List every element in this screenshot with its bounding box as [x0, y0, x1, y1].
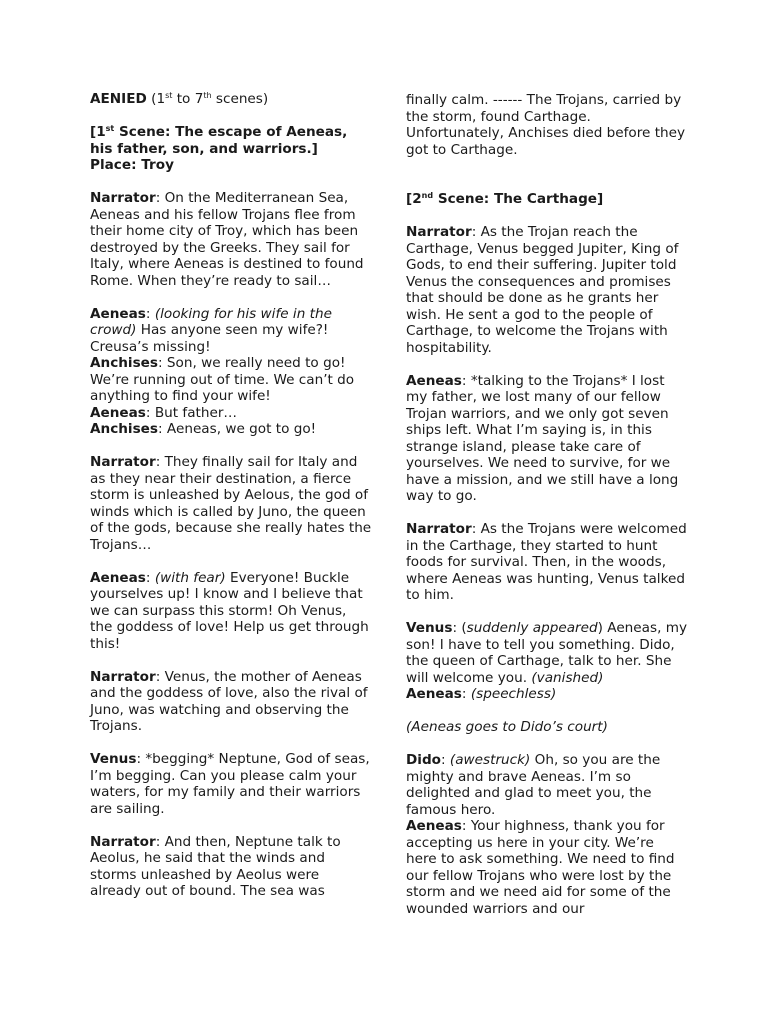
- dialogue-line: Narrator: And then, Neptune talk to Aeolus, he said that the winds and storms unleashed by Aeolus were already out of bound. The sea was: [90, 833, 341, 899]
- dialogue-line: Anchises: Aeneas, we got to go!: [90, 421, 317, 437]
- dialogue-line: Narrator: Venus, the mother of Aeneas and the goddess of love, also the rival of Juno, was watching and observing the Trojans.: [90, 668, 368, 734]
- dialogue-line: Aeneas: (speechless): [406, 686, 557, 702]
- dialogue-line: Narrator: They finally sail for Italy and as they near their destination, a fierce storm is unleashed by Aelous, the god of winds which is called by Juno, the queen of the gods, because she really hates the Trojans…: [90, 454, 372, 553]
- right-column: [406, 92, 688, 917]
- dialogue-line: Venus: (suddenly appeared) Aeneas, my son! I have to tell you something. Dido, the queen of Carthage, talk to her. She will welcome you. (vanished): [406, 620, 688, 686]
- scene-1-place: Place: Troy: [90, 157, 174, 173]
- dialogue-line: Narrator: As the Trojan reach the Carthage, Venus begged Jupiter, King of Gods, to end their suffering. Jupiter told Venus the consequences and promises that should be done as he grants her wish. He sent a god to the people of Carthage, to welcome the Trojans with hospitability.: [406, 224, 679, 356]
- dialogue-line: Venus: *begging* Neptune, God of seas, I’m begging. Can you please calm your waters, for my family and their warriors are sailing.: [90, 751, 370, 817]
- narration-continued: finally calm. ------ The Trojans, carried by the storm, found Carthage. Unfortunately, Anchises died before they got to Carthage.: [406, 92, 686, 158]
- scene-2-heading: [2nd Scene: The Carthage]: [406, 191, 604, 207]
- left-column: [90, 91, 372, 900]
- dialogue-line: Dido: (awestruck) Oh, so you are the mighty and brave Aeneas. I’m so delighted and glad to meet you, the famous hero.: [406, 752, 661, 818]
- dialogue-line: Narrator: As the Trojans were welcomed in the Carthage, they started to hunt foods for survival. Then, in the woods, where Aeneas was hunting, Venus talked to him.: [406, 521, 687, 603]
- dialogue-line: Anchises: Son, we really need to go! We’re running out of time. We can’t do anything to find your wife!: [90, 355, 355, 404]
- document-title: AENIED (1st to 7th scenes): [90, 91, 269, 107]
- scene-1-heading: [1st Scene: The escape of Aeneas, his father, son, and warriors.]: [90, 124, 348, 157]
- dialogue-line: Narrator: On the Mediterranean Sea, Aeneas and his fellow Trojans flee from their home city of Troy, which has been destroyed by the Greeks. They sail for Italy, where Aeneas is destined to found Rome. When they’re ready to sail…: [90, 190, 364, 289]
- stage-direction: (Aeneas goes to Dido’s court): [406, 719, 608, 735]
- dialogue-line: Aeneas: (looking for his wife in the crowd) Has anyone seen my wife?! Creusa’s missing!: [90, 305, 332, 355]
- dialogue-line: Aeneas: Your highness, thank you for accepting us here in your city. We’re here to ask something. We need to find our fellow Trojans who were lost by the storm and we need aid for some of the wounded warriors and our: [406, 818, 675, 917]
- dialogue-line: Aeneas: (with fear) Everyone! Buckle yourselves up! I know and I believe that we can surpass this storm! Oh Venus, the goddess of love! Help us get through this!: [90, 569, 369, 652]
- dialogue-line: Aeneas: But father…: [90, 404, 238, 421]
- dialogue-line: Aeneas: *talking to the Trojans* I lost my father, we lost many of our fellow Trojan warriors, and we only got seven ships left. What I’m saying is, in this strange island, please take care of yourselves. We need to survive, for we have a mission, and we still have a long way to go.: [406, 372, 679, 504]
